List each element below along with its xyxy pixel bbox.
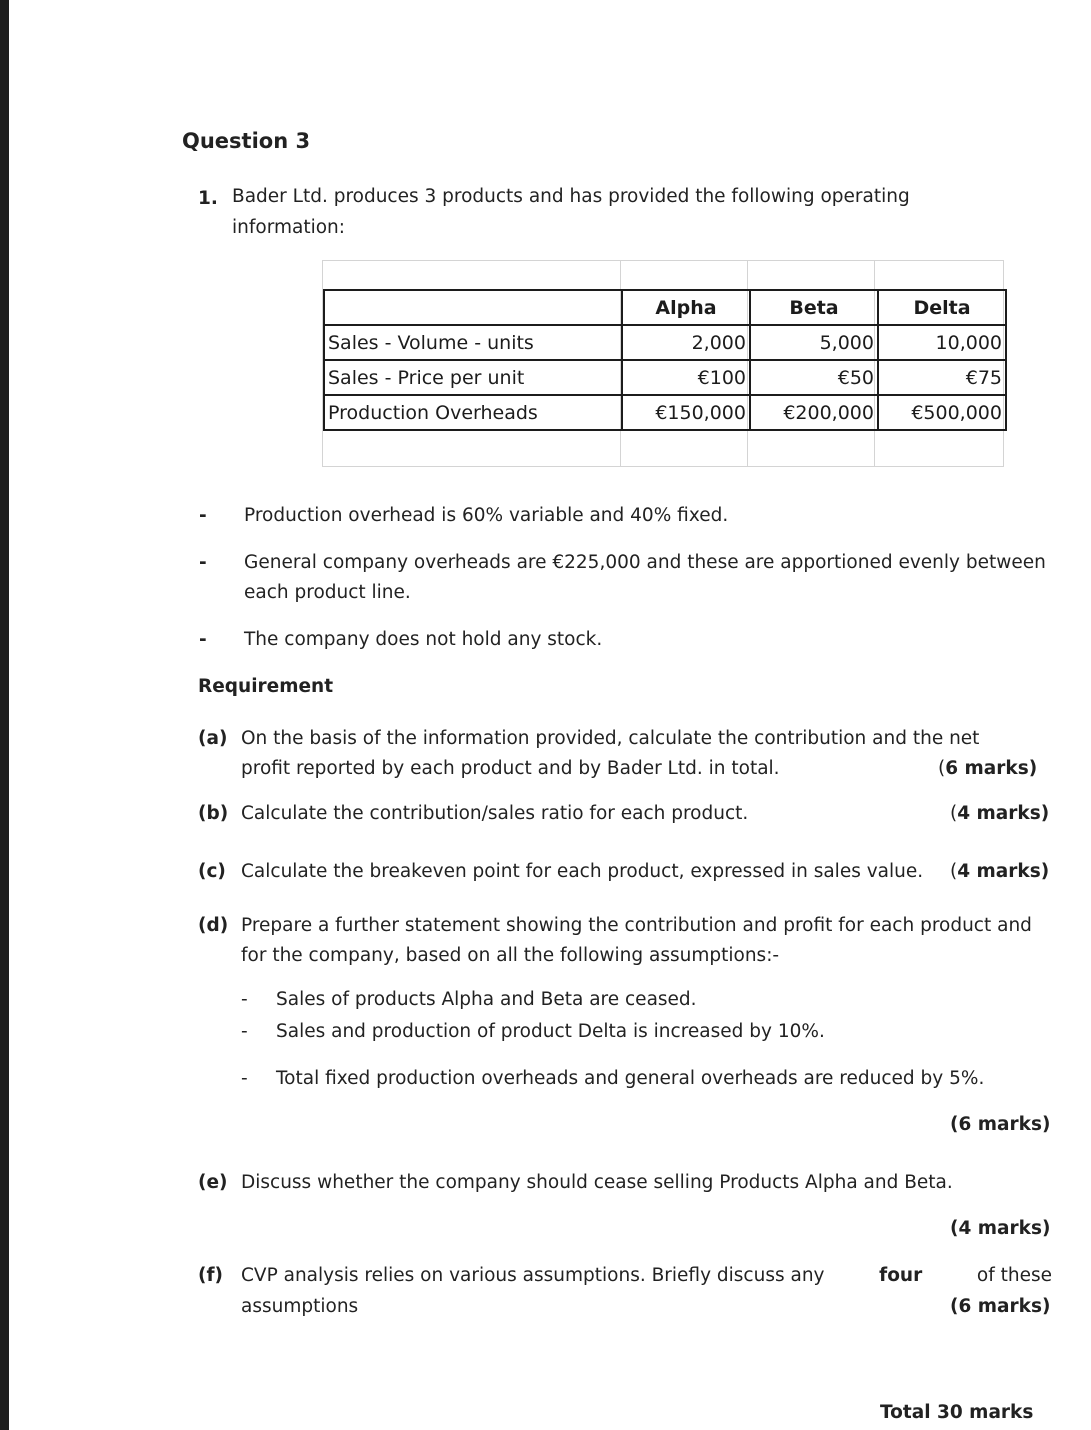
part-label: (b) bbox=[198, 803, 229, 824]
item-number: 1. bbox=[198, 188, 218, 209]
bullet-text: each product line. bbox=[244, 582, 411, 603]
bullet-text: General company overheads are €225,000 and these are apportioned evenly between bbox=[244, 552, 1046, 573]
cell-value: €500,000 bbox=[878, 395, 1006, 430]
part-label: (f) bbox=[198, 1265, 223, 1286]
part-label: (a) bbox=[198, 728, 228, 749]
sub-bullet-text: Total fixed production overheads and general overheads are reduced by 5%. bbox=[276, 1068, 985, 1089]
part-text: Discuss whether the company should cease selling Products Alpha and Beta. bbox=[241, 1172, 953, 1193]
row-label: Sales - Price per unit bbox=[324, 360, 622, 395]
sub-bullet-text: Sales and production of product Delta is increased by 10%. bbox=[276, 1021, 825, 1042]
table-header-blank bbox=[324, 290, 622, 325]
col-header-alpha: Alpha bbox=[622, 290, 750, 325]
table-row bbox=[324, 360, 1006, 395]
part-marks: (4 marks) bbox=[950, 1218, 1051, 1239]
item-text-line1: Bader Ltd. produces 3 products and has provided the following operating bbox=[232, 186, 910, 207]
left-edge-bar bbox=[0, 0, 9, 1430]
sub-bullet-text: Sales of products Alpha and Beta are ceased. bbox=[276, 989, 697, 1010]
part-text: On the basis of the information provided, calculate the contribution and the net bbox=[241, 728, 980, 749]
part-label: (e) bbox=[198, 1172, 228, 1193]
part-text: CVP analysis relies on various assumptions. Briefly discuss any four of these bbox=[241, 1265, 1052, 1286]
part-text: for the company, based on all the following assumptions:- bbox=[241, 945, 780, 966]
part-text: profit reported by each product and by Bader Ltd. in total. bbox=[241, 758, 780, 779]
part-text: Calculate the breakeven point for each product, expressed in sales value. bbox=[241, 861, 924, 882]
bullet-text: Production overhead is 60% variable and 40% fixed. bbox=[244, 505, 729, 526]
table-row bbox=[324, 325, 1006, 360]
part-marks: (6 marks) bbox=[938, 758, 1038, 779]
cell-value: €200,000 bbox=[750, 395, 878, 430]
total-marks: Total 30 marks bbox=[880, 1402, 1034, 1423]
bullet-marker: - bbox=[199, 629, 207, 650]
cell-value: €100 bbox=[622, 360, 750, 395]
row-label: Production Overheads bbox=[324, 395, 622, 430]
part-marks: (6 marks) bbox=[950, 1296, 1051, 1317]
bullet-text: The company does not hold any stock. bbox=[244, 629, 603, 650]
part-marks: (4 marks) bbox=[950, 861, 1050, 882]
sub-bullet-marker: - bbox=[241, 1021, 248, 1042]
part-label: (d) bbox=[198, 915, 229, 936]
part-marks: (6 marks) bbox=[950, 1114, 1051, 1135]
bullet-marker: - bbox=[199, 505, 207, 526]
cell-value: 2,000 bbox=[622, 325, 750, 360]
requirement-heading: Requirement bbox=[198, 676, 334, 697]
sub-bullet-marker: - bbox=[241, 989, 248, 1010]
part-marks: (4 marks) bbox=[950, 803, 1050, 824]
col-header-beta: Beta bbox=[750, 290, 878, 325]
bullet-marker: - bbox=[199, 552, 207, 573]
item-text-line2: information: bbox=[232, 217, 346, 238]
cell-value: €50 bbox=[750, 360, 878, 395]
table-header-row bbox=[324, 290, 1006, 325]
cell-value: €150,000 bbox=[622, 395, 750, 430]
row-label: Sales - Volume - units bbox=[324, 325, 622, 360]
part-text: Calculate the contribution/sales ratio for each product. bbox=[241, 803, 749, 824]
sub-bullet-marker: - bbox=[241, 1068, 248, 1089]
col-header-delta: Delta bbox=[878, 290, 1006, 325]
question-title: Question 3 bbox=[182, 129, 311, 153]
part-text: assumptions bbox=[241, 1296, 359, 1317]
operating-info-table bbox=[323, 289, 1007, 431]
part-text: Prepare a further statement showing the contribution and profit for each product and bbox=[241, 915, 1032, 936]
part-label: (c) bbox=[198, 861, 226, 882]
table-row bbox=[324, 395, 1006, 430]
cell-value: 10,000 bbox=[878, 325, 1006, 360]
cell-value: €75 bbox=[878, 360, 1006, 395]
cell-value: 5,000 bbox=[750, 325, 878, 360]
